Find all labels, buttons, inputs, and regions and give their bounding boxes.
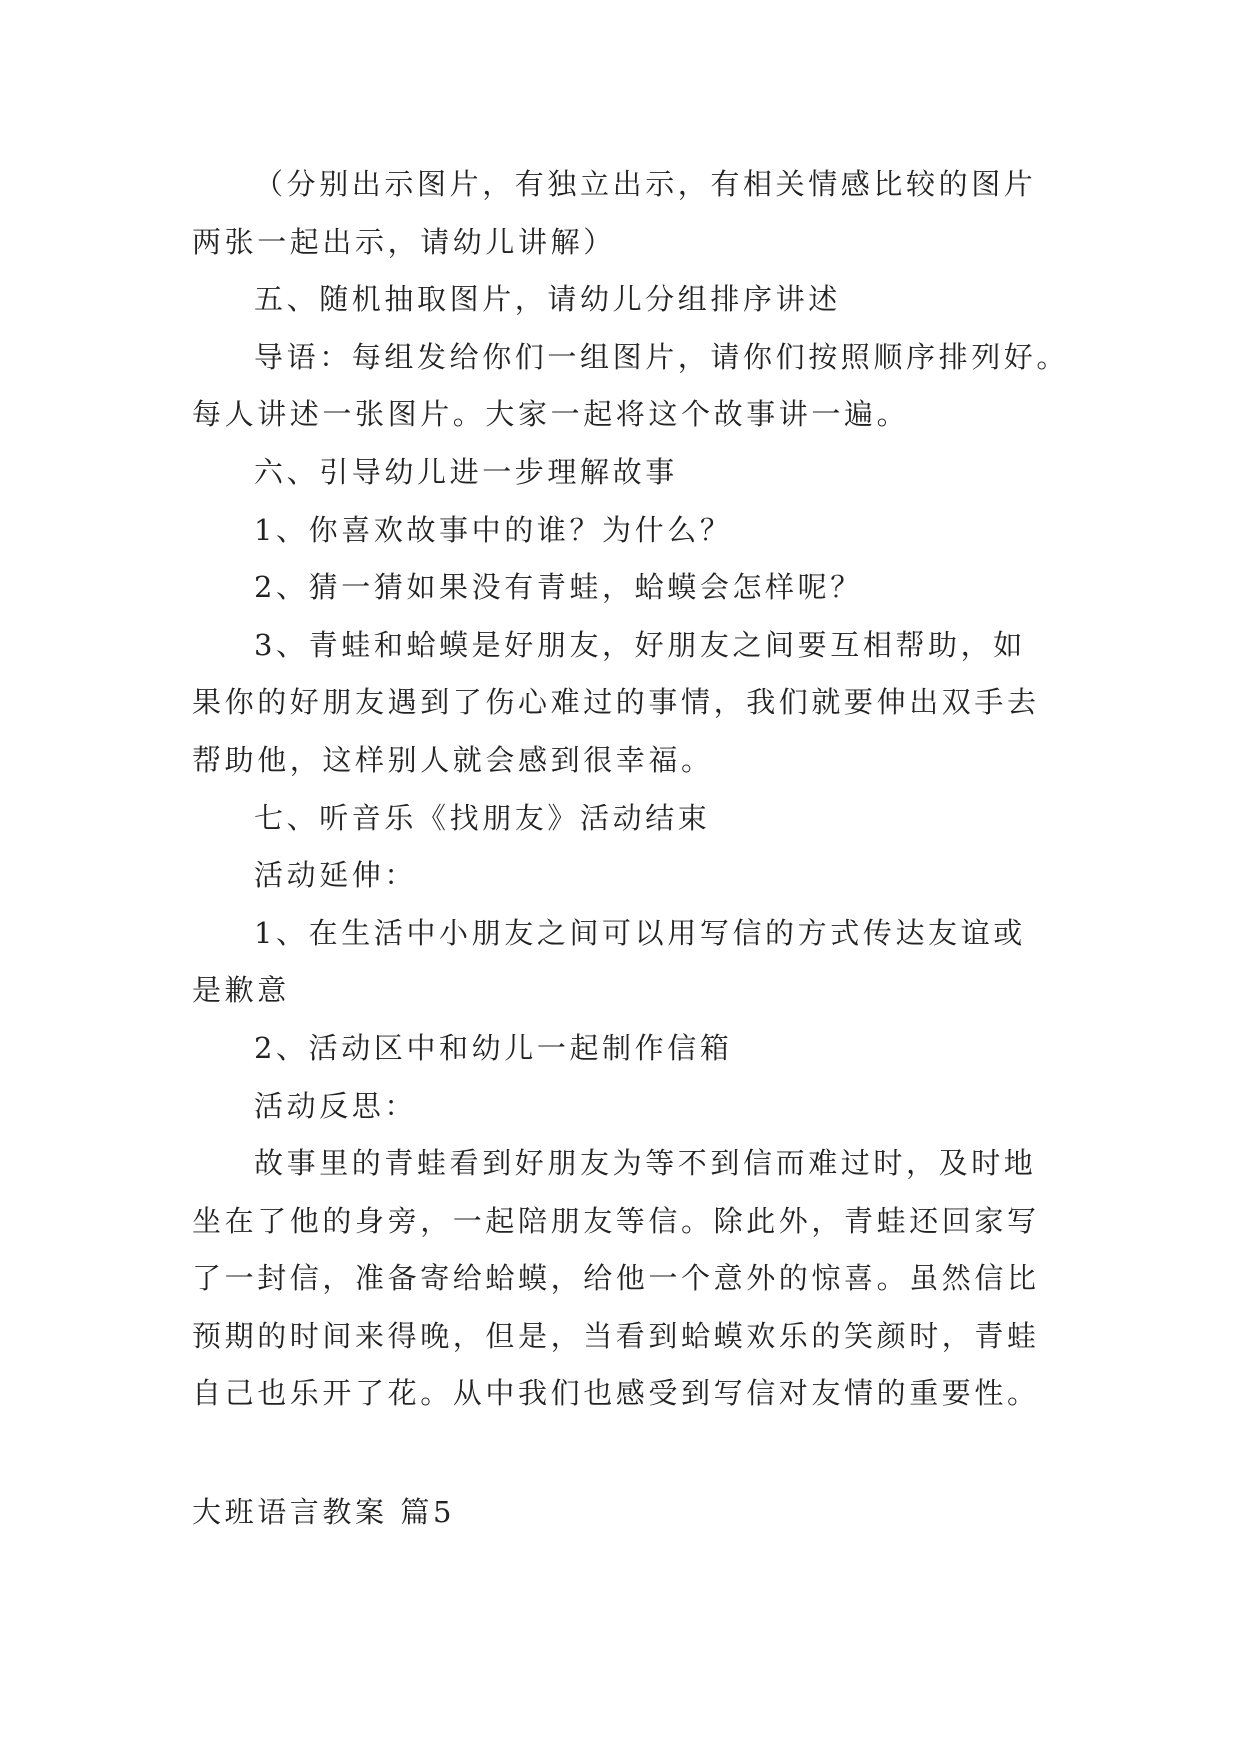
text-line: 活动反思： — [254, 1088, 418, 1123]
text-line: 帮助他，这样别人就会感到很幸福。 — [192, 742, 714, 777]
text-line: 活动延伸： — [254, 858, 418, 893]
text-line: 每人讲述一张图片。大家一起将这个故事讲一遍。 — [192, 397, 910, 432]
text-line: 果你的好朋友遇到了伤心难过的事情，我们就要伸出双手去 — [192, 685, 1040, 720]
text-line: 七、听音乐《找朋友》活动结束 — [254, 800, 711, 835]
text-line: 2、猜一猜如果没有青蛙，蛤蟆会怎样呢？ — [254, 570, 863, 605]
text-line: 五、随机抽取图片，请幼儿分组排序讲述 — [254, 282, 841, 317]
body-text — [192, 156, 1070, 1423]
section-title: 大班语言教案 篇5 — [192, 1495, 456, 1529]
text-line: （分别出示图片，有独立出示，有相关情感比较的图片 — [254, 167, 1037, 201]
text-line: 3、青蛙和蛤蟆是好朋友，好朋友之间要互相帮助，如 — [254, 627, 1026, 662]
text-line: 2、活动区中和幼儿一起制作信箱 — [254, 1030, 733, 1065]
text-line: 是歉意 — [192, 973, 290, 1008]
text-line: 预期的时间来得晚，但是，当看到蛤蟆欢乐的笑颜时，青蛙 — [192, 1318, 1040, 1353]
text-line: 1、在生活中小朋友之间可以用写信的方式传达友谊或 — [254, 915, 1026, 950]
text-line: 坐在了他的身旁，一起陪朋友等信。除此外，青蛙还回家写 — [192, 1203, 1040, 1238]
text-line: 导语：每组发给你们一组图片，请你们按照顺序排列好。 — [254, 339, 1070, 374]
text-line: 六、引导幼儿进一步理解故事 — [254, 454, 678, 489]
text-line: 两张一起出示，请幼儿讲解） — [192, 224, 616, 259]
text-line: 自己也乐开了花。从中我们也感受到写信对友情的重要性。 — [192, 1376, 1040, 1411]
text-line: 1、你喜欢故事中的谁？为什么？ — [254, 512, 733, 547]
text-line: 故事里的青蛙看到好朋友为等不到信而难过时，及时地 — [254, 1146, 1037, 1181]
text-line: 了一封信，准备寄给蛤蟆，给他一个意外的惊喜。虽然信比 — [192, 1261, 1040, 1296]
